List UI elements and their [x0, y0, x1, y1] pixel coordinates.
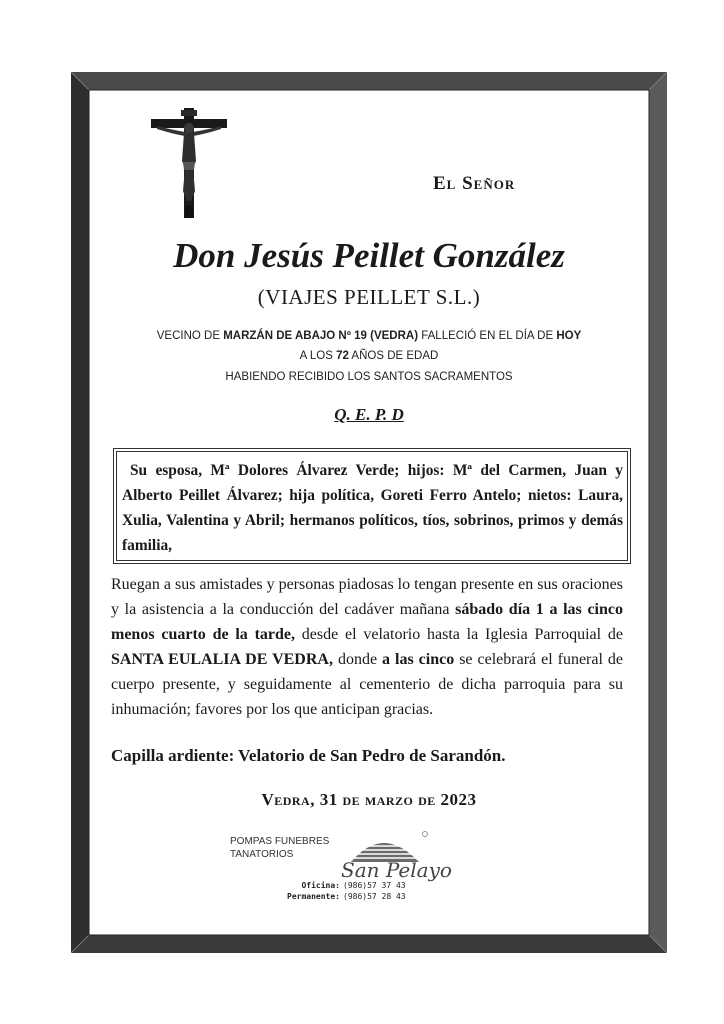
info-text: VECINO DE	[156, 330, 224, 342]
info-day: HOY	[556, 330, 582, 342]
body-text: donde	[332, 651, 383, 668]
body-text: Ruegan a sus amistades y personas piadosas lo tengan presente en sus oraciones y la asistencia a la conducción del cadáver mañana	[111, 576, 623, 618]
body-paragraph	[111, 572, 623, 722]
family-box	[113, 448, 631, 564]
title-senor: El Señor	[433, 173, 516, 194]
info-age: 72	[336, 350, 349, 362]
family-box-inner	[116, 451, 628, 561]
capilla-ardiente: Capilla ardiente: Velatorio de San Pedro de Sarandón.	[111, 746, 506, 765]
info-text: FALLECIÓ EN EL DÍA DE	[418, 330, 557, 342]
body-text: se celebrará el funeral de cuerpo presente, y seguidamente al cementerio de dicha parroquia para su inhumación; favores por los que anticipan gracias.	[111, 651, 624, 718]
phone-permanent-number: (986)57 28 43	[343, 892, 406, 901]
funeral-home-label	[230, 835, 329, 861]
body-bold-hour: a las cinco	[382, 651, 455, 668]
info-text: AÑOS DE EDAD	[348, 350, 439, 362]
body-bold-church: SANTA EULALIA DE VEDRA,	[111, 651, 333, 668]
info-line-sacraments: HABIENDO RECIBIDO LOS SANTOS SACRAMENTOS	[225, 371, 513, 383]
info-line-age	[71, 350, 667, 362]
place-date: Vedra, 31 de marzo de 2023	[261, 790, 477, 809]
qepd-mark: Q. E. P. D	[334, 405, 404, 424]
phone-office-number: (986)57 37 43	[343, 881, 406, 890]
body-bold-time: sábado día 1 a las cinco menos cuarto de la tarde,	[111, 601, 623, 643]
funeral-home-brand: San Pelayo	[341, 858, 452, 882]
obituary-card	[71, 72, 667, 953]
phone-permanent-label: Permanente:	[287, 892, 340, 901]
info-text: A LOS	[299, 350, 337, 362]
crucifix-icon	[149, 106, 229, 221]
pompas-line: TANATORIOS	[230, 849, 294, 860]
phone-office-row	[274, 880, 406, 891]
company-name: (VIAJES PEILLET S.L.)	[257, 285, 481, 309]
deceased-name: Don Jesús Peillet González	[173, 236, 565, 275]
phone-list	[274, 880, 406, 902]
info-place: MARZÁN DE ABAJO Nº 19 (VEDRA)	[223, 330, 419, 342]
info-line-residence	[71, 330, 667, 342]
family-text: Su esposa, Mª Dolores Álvarez Verde; hijos: Mª del Carmen, Juan y Alberto Peillet Álvarez; hija política, Goreti Ferro Antelo; nietos: Laura, Xulia, Valentina y Abril; hermanos políticos, tíos, sobrinos, primos y demás familia,	[122, 462, 623, 554]
body-text: desde el velatorio hasta la Iglesia Parroquial de	[295, 626, 623, 643]
phone-office-label: Oficina:	[301, 881, 340, 890]
phone-permanent-row	[274, 891, 406, 902]
pompas-line: POMPAS FUNEBRES	[230, 836, 330, 847]
